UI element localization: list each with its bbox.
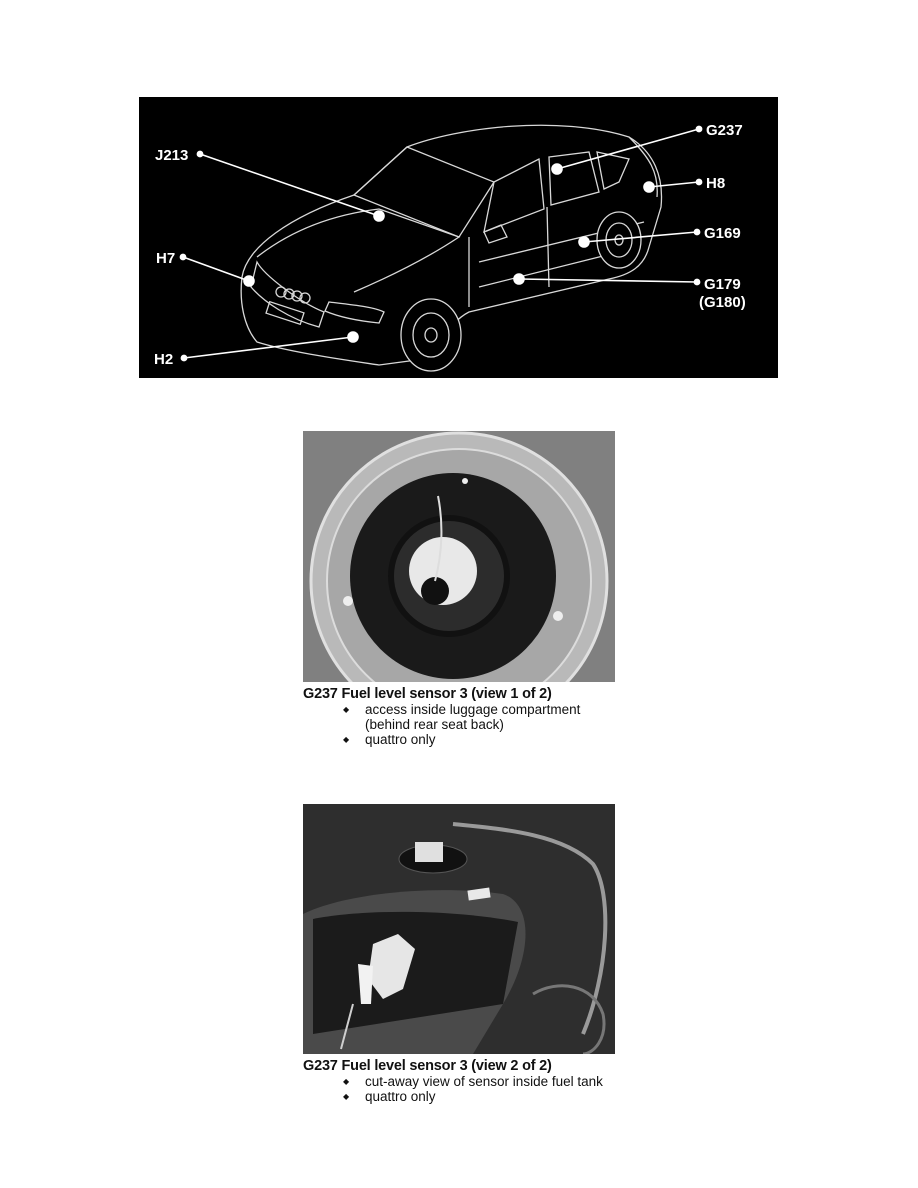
- view1-bullet-text: quattro only: [365, 732, 436, 747]
- callout-j213: J213: [155, 147, 189, 164]
- view1-bullet: [343, 732, 633, 747]
- callout-h8: H8: [706, 175, 726, 192]
- car-component-locator-diagram: [139, 97, 778, 378]
- callout-g169: G169: [704, 225, 741, 242]
- view2-bullet-text: cut-away view of sensor inside fuel tank: [365, 1074, 603, 1089]
- view2-bullet: [343, 1074, 633, 1089]
- callout-h2: H2: [154, 351, 174, 368]
- callout-g237: G237: [706, 122, 743, 139]
- view1-bullet-list: [303, 702, 633, 747]
- callout-g180: (G180): [699, 294, 746, 311]
- view1-caption: [303, 686, 633, 747]
- view2-bullet-text: quattro only: [365, 1089, 436, 1104]
- view1-bullet: [343, 702, 633, 732]
- view1-title: G237 Fuel level sensor 3 (view 1 of 2): [303, 686, 552, 702]
- view2-caption: [303, 1058, 633, 1104]
- view1-bullet-text-continued: (behind rear seat back): [365, 717, 504, 732]
- view2-title: G237 Fuel level sensor 3 (view 2 of 2): [303, 1058, 552, 1074]
- callout-g179: G179: [704, 276, 741, 293]
- front-wheel: [401, 299, 461, 371]
- view1-bullet-text: access inside luggage compartment: [365, 702, 581, 717]
- car-illustration: [139, 97, 778, 378]
- view2-bullet-list: [303, 1074, 633, 1104]
- callout-h7: H7: [156, 250, 176, 267]
- fuel-tank-cutaway-photo: [303, 804, 615, 1054]
- sensor-access-cover-photo: [303, 431, 615, 682]
- view2-bullet: [343, 1089, 633, 1104]
